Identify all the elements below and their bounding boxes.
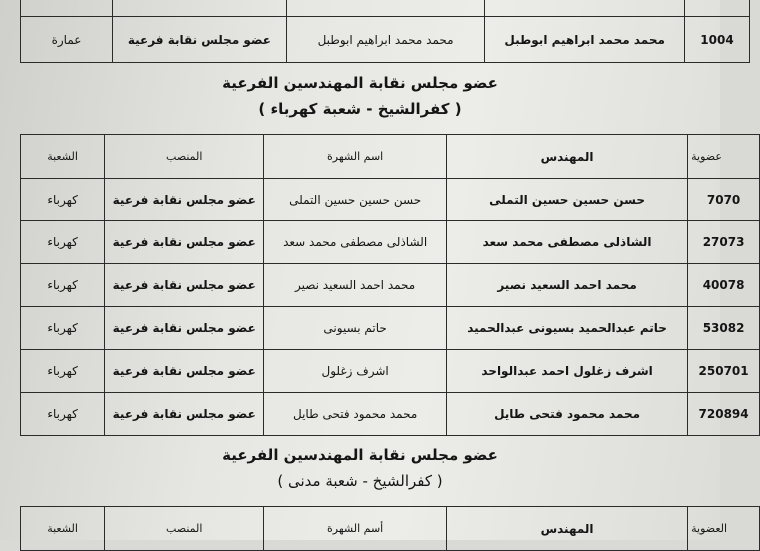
- membership-cell: 720894: [688, 393, 760, 436]
- division-cell: عمارة: [21, 17, 113, 63]
- position-header: المنصب: [105, 507, 264, 551]
- membership-cell: 53082: [688, 307, 760, 350]
- position-cell: عضو مجلس نقابة فرعية: [105, 264, 264, 307]
- famous-name-cell: حاتم بسيونى: [264, 307, 447, 350]
- section1-title: عضو مجلس نقابة المهندسين الفرعية: [222, 74, 498, 92]
- table-row: [21, 350, 760, 393]
- engineer-cell: اشرف زغلول احمد عبدالواحد: [446, 350, 687, 393]
- famous-name-cell: محمد محمود فتحى طايل: [264, 393, 447, 436]
- division-cell: كهرباء: [21, 179, 105, 221]
- table-row: [21, 393, 760, 436]
- position-cell: عضو مجلس نقابة فرعية: [105, 393, 264, 436]
- membership-cell: 1004: [684, 17, 749, 63]
- membership-cell: 27073: [688, 221, 760, 264]
- famous-name-header: أسم الشهرة: [264, 507, 447, 551]
- position-cell: عضو مجلس نقابة فرعية: [105, 350, 264, 393]
- engineer-cell: محمد محمد ابراهيم ابوطبل: [485, 17, 685, 63]
- table-row: [21, 0, 750, 17]
- section1-table: [20, 134, 760, 436]
- engineer-cell: حسن حسين حسين التملى: [446, 179, 687, 221]
- previous-section-table: [20, 0, 750, 63]
- table-row: [21, 179, 760, 221]
- famous-name-cell: محمد احمد السعيد نصير: [264, 264, 447, 307]
- table-row: [21, 307, 760, 350]
- position-cell: عضو مجلس نقابة فرعية: [105, 221, 264, 264]
- famous-name-cell: حسن حسين حسين التملى: [264, 179, 447, 221]
- section2-subtitle: ( كفرالشيخ - شعبة مدنى ): [277, 472, 443, 490]
- table-header-row: [21, 135, 760, 179]
- engineer-header: المهندس: [446, 507, 687, 551]
- engineer-cell: محمد محمود فتحى طايل: [446, 393, 687, 436]
- division-cell: كهرباء: [21, 307, 105, 350]
- table-header-row: [21, 507, 760, 551]
- famous-name-cell: محمد محمد ابراهيم ابوطبل: [286, 17, 485, 63]
- membership-cell: 7070: [688, 179, 760, 221]
- membership-cell: 250701: [688, 350, 760, 393]
- division-cell: كهرباء: [21, 264, 105, 307]
- position-cell: عضو مجلس نقابة فرعية: [105, 179, 264, 221]
- section1-subtitle: ( كفرالشيخ - شعبة كهرباء ): [258, 100, 462, 118]
- table-row: [21, 221, 760, 264]
- famous-name-header: اسم الشهرة: [264, 135, 447, 179]
- engineer-header: المهندس: [446, 135, 687, 179]
- division-header: الشعبة: [21, 135, 105, 179]
- position-cell: عضو مجلس نقابة فرعية: [113, 17, 287, 63]
- table-row: [21, 17, 750, 63]
- section2-title: عضو مجلس نقابة المهندسين الفرعية: [222, 446, 498, 464]
- engineer-cell: محمد احمد السعيد نصير: [446, 264, 687, 307]
- position-cell: عضو مجلس نقابة فرعية: [105, 307, 264, 350]
- division-header: الشعبة: [21, 507, 105, 551]
- division-cell: كهرباء: [21, 350, 105, 393]
- table-row: [21, 264, 760, 307]
- famous-name-cell: الشاذلى مصطفى محمد سعد: [264, 221, 447, 264]
- division-cell: كهرباء: [21, 393, 105, 436]
- membership-header: العضوية: [688, 507, 760, 551]
- membership-header: عضوية: [688, 135, 760, 179]
- division-cell: كهرباء: [21, 221, 105, 264]
- position-header: المنصب: [105, 135, 264, 179]
- engineer-cell: الشاذلى مصطفى محمد سعد: [446, 221, 687, 264]
- section2-table: [20, 506, 760, 551]
- engineer-cell: حاتم عبدالحميد بسيونى عبدالحميد: [446, 307, 687, 350]
- membership-cell: 40078: [688, 264, 760, 307]
- famous-name-cell: اشرف زغلول: [264, 350, 447, 393]
